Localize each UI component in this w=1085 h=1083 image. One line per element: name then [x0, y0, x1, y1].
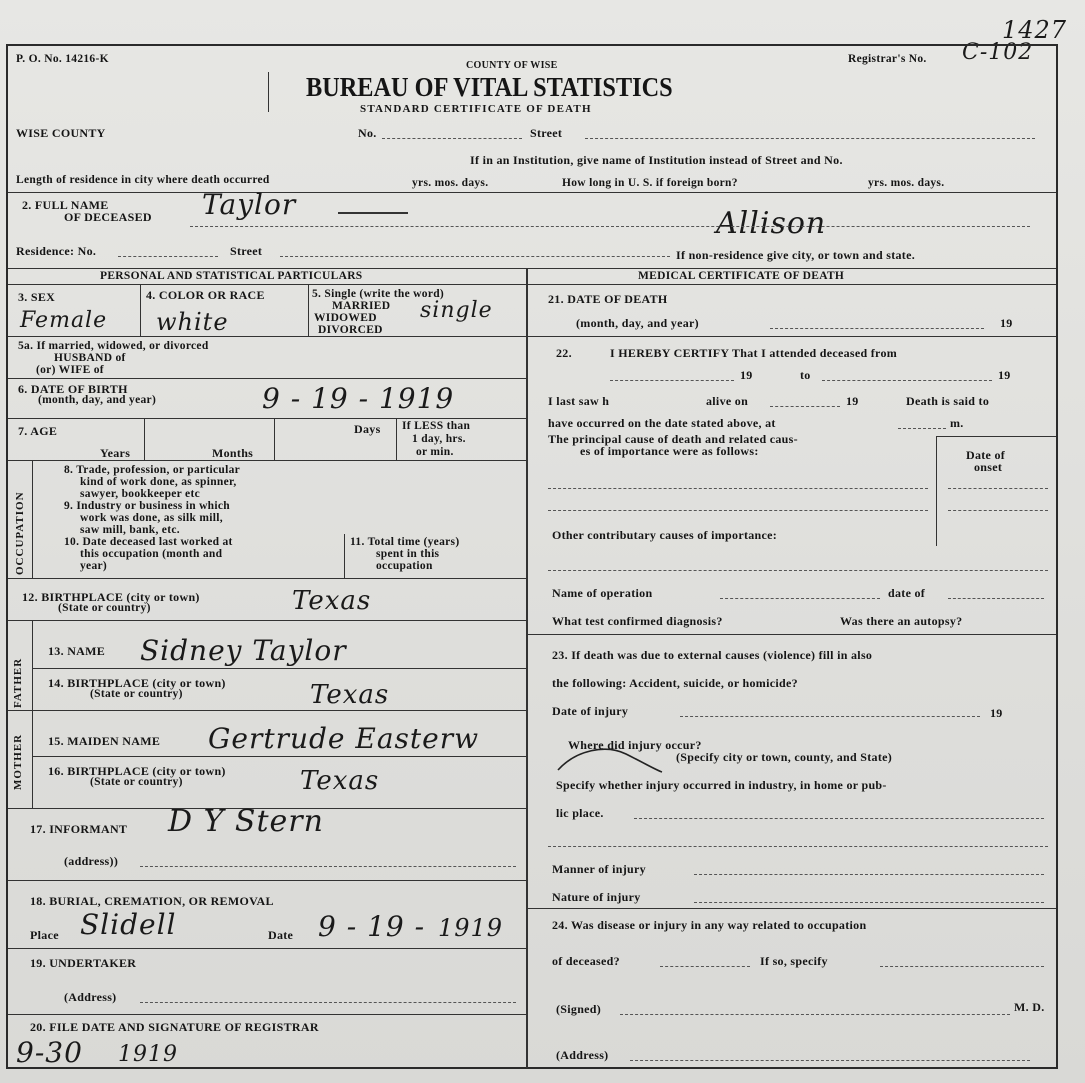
- injury-19: 19: [990, 706, 1003, 720]
- undertaker-address-label: (Address): [64, 990, 117, 1004]
- death-said-label: Death is said to: [906, 394, 990, 408]
- column-divider: [526, 268, 528, 1068]
- bureau-title: BUREAU OF VITAL STATISTICS: [306, 72, 673, 102]
- principal-cause-1: The principal cause of death and related caus-: [548, 432, 798, 446]
- sex-value: Female: [20, 308, 108, 333]
- medical-address-label: (Address): [556, 1048, 609, 1062]
- full-name-label: 2. FULL NAME: [22, 198, 109, 212]
- color-value: white: [156, 308, 229, 336]
- date-of-onset-2: onset: [974, 460, 1003, 474]
- age-months: Months: [212, 446, 254, 460]
- date-injury-label: Date of injury: [552, 704, 629, 718]
- birthplace-label: 12. BIRTHPLACE (city or town): [22, 590, 200, 604]
- certify-19-b: 19: [998, 368, 1011, 382]
- occ11-line2: spent in this: [376, 548, 440, 560]
- certify-text: I HEREBY CERTIFY That I attended deceased from: [610, 346, 898, 360]
- autopsy-label: Was there an autopsy?: [840, 614, 963, 628]
- principal-cause-2: es of importance were as follows:: [580, 444, 759, 458]
- certify-number: 22.: [556, 346, 572, 360]
- occ8-line2: kind of work done, as spinner,: [80, 476, 237, 488]
- yrs-mos-days-2: yrs. mos. days.: [868, 177, 945, 189]
- undertaker-label: 19. UNDERTAKER: [30, 956, 137, 970]
- mother-name-value: Gertrude Easterw: [208, 722, 480, 755]
- occurred-label: have occurred on the date stated above, at: [548, 416, 776, 430]
- related-occupation-2: of deceased?: [552, 954, 620, 968]
- burial-date-label: Date: [268, 928, 294, 942]
- mother-name-label: 15. MAIDEN NAME: [48, 734, 161, 748]
- mother-vertical: MOTHER: [12, 733, 24, 790]
- dob-label: 6. DATE OF BIRTH: [18, 382, 128, 396]
- dob-value: 9 - 19 - 1919: [262, 382, 455, 415]
- non-resident-note: If non-residence give city, or town and state.: [676, 248, 916, 262]
- wife-of-label: (or) WIFE of: [36, 364, 104, 376]
- sex-label: 3. SEX: [18, 290, 56, 304]
- occ8-line1: 8. Trade, profession, or particular: [64, 464, 241, 476]
- street-label: Street: [530, 126, 563, 140]
- operation-label: Name of operation: [552, 586, 653, 600]
- marital-label-widowed: WIDOWED: [314, 312, 377, 324]
- less-than-label: If LESS than: [402, 420, 471, 432]
- date-of-death-label: 21. DATE OF DEATH: [548, 292, 668, 306]
- father-vertical: FATHER: [12, 657, 24, 708]
- other-causes-label: Other contributary causes of importance:: [552, 528, 778, 542]
- marital-label-divorced: DIVORCED: [318, 324, 383, 336]
- where-injury-label: Where did injury occur?: [568, 738, 702, 752]
- marital-label-married: MARRIED: [332, 300, 391, 312]
- husband-of-label: HUSBAND of: [54, 352, 126, 364]
- last-saw-label: I last saw h: [548, 394, 610, 408]
- date-of-death-sub: (month, day, and year): [576, 316, 699, 330]
- age-years: Years: [100, 446, 131, 460]
- manner-injury-label: Manner of injury: [552, 862, 646, 876]
- external-causes-1: 23. If death was due to external causes (violence) fill in also: [552, 648, 873, 662]
- external-causes-2: the following: Accident, suicide, or homicide?: [552, 676, 798, 690]
- where-injury-sub: (Specify city or town, county, and State): [676, 750, 893, 764]
- residence-street-label: Street: [230, 244, 263, 258]
- alive-19: 19: [846, 394, 859, 408]
- married-label: 5a. If married, widowed, or divorced: [18, 340, 209, 352]
- occ9-line1: 9. Industry or business in which: [64, 500, 230, 512]
- birthplace-value: Texas: [292, 586, 372, 616]
- title-mark: [268, 72, 269, 112]
- nature-injury-label: Nature of injury: [552, 890, 641, 904]
- signed-label: (Signed): [556, 1002, 602, 1016]
- certify-19-a: 19: [740, 368, 753, 382]
- occ10-line1: 10. Date deceased last worked at: [64, 536, 233, 548]
- occ11-line1: 11. Total time (years): [350, 536, 460, 548]
- burial-place-value: Slidell: [80, 908, 177, 941]
- wise-county: WISE COUNTY: [16, 126, 106, 140]
- medical-section-title: MEDICAL CERTIFICATE OF DEATH: [638, 270, 845, 282]
- informant-value: D Y Stern: [168, 804, 324, 839]
- file-year-value: 1919: [118, 1042, 178, 1067]
- burial-year-value: 1919: [438, 914, 504, 942]
- date-of-onset-1: Date of: [966, 448, 1006, 462]
- related-occupation-1: 24. Was disease or injury in any way related to occupation: [552, 918, 867, 932]
- no-label: No.: [358, 126, 377, 140]
- registrar-no-value: C-102: [962, 40, 1034, 65]
- occ9-line2: work was done, as silk mill,: [80, 512, 223, 524]
- death-year-19: 19: [1000, 316, 1013, 330]
- pen-stroke-mark: [556, 740, 666, 776]
- less-than-day: 1 day, hrs.: [412, 433, 466, 445]
- less-than-min: or min.: [416, 446, 454, 458]
- mother-birthplace-sub: (State or country): [90, 776, 183, 788]
- residence-label: Residence: No.: [16, 244, 97, 258]
- father-birthplace-value: Texas: [310, 680, 390, 710]
- county-of: COUNTY OF WISE: [466, 60, 558, 71]
- birthplace-sub: (State or country): [58, 602, 151, 614]
- test-confirmed-label: What test confirmed diagnosis?: [552, 614, 723, 628]
- father-birthplace-label: 14. BIRTHPLACE (city or town): [48, 676, 226, 690]
- mother-birthplace-value: Texas: [300, 766, 380, 796]
- age-label: 7. AGE: [18, 424, 58, 438]
- marital-value: single: [420, 298, 493, 323]
- father-name-label: 13. NAME: [48, 644, 106, 658]
- dob-sub: (month, day, and year): [38, 394, 157, 406]
- deceased-given-name: Allison: [716, 206, 827, 241]
- yrs-mos-days: yrs. mos. days.: [412, 177, 489, 189]
- burial-date-value: 9 - 19 -: [318, 910, 426, 943]
- length-residence-label: Length of residence in city where death occurred: [16, 174, 270, 186]
- occ9-line3: saw mill, bank, etc.: [80, 524, 180, 536]
- burial-label: 18. BURIAL, CREMATION, OR REMOVAL: [30, 894, 274, 908]
- of-deceased-label: OF DECEASED: [64, 210, 152, 224]
- file-date-value: 9-30: [16, 1036, 83, 1069]
- po-number: P. O. No. 14216-K: [16, 53, 109, 65]
- file-date-label: 20. FILE DATE AND SIGNATURE OF REGISTRAR: [30, 1020, 319, 1034]
- occ8-line3: sawyer, bookkeeper etc: [80, 488, 200, 500]
- occupation-vertical: OCCUPATION: [14, 491, 26, 575]
- informant-address-label: (address)): [64, 854, 119, 868]
- corner-number: 1427: [1002, 16, 1068, 44]
- burial-place-label: Place: [30, 928, 59, 942]
- m-label: m.: [950, 416, 964, 430]
- specify-injury-2: lic place.: [556, 806, 604, 820]
- registrar-no-label: Registrar's No.: [848, 53, 927, 65]
- specify-injury-1: Specify whether injury occurred in industry, in home or pub-: [556, 778, 887, 792]
- certificate-subtitle: STANDARD CERTIFICATE OF DEATH: [360, 103, 592, 115]
- personal-section-title: PERSONAL AND STATISTICAL PARTICULARS: [100, 270, 363, 282]
- father-birthplace-sub: (State or country): [90, 688, 183, 700]
- color-label: 4. COLOR OR RACE: [146, 288, 265, 302]
- if-so-specify-label: If so, specify: [760, 954, 828, 968]
- how-long-label: How long in U. S. if foreign born?: [562, 177, 738, 189]
- occ10-line2: this occupation (month and: [80, 548, 223, 560]
- certify-to: to: [800, 368, 811, 382]
- deceased-surname: Taylor: [202, 188, 297, 221]
- occ11-line3: occupation: [376, 560, 433, 572]
- marital-label-single: 5. Single (write the word): [312, 288, 445, 300]
- mother-birthplace-label: 16. BIRTHPLACE (city or town): [48, 764, 226, 778]
- occ10-line3: year): [80, 560, 108, 572]
- institution-note: If in an Institution, give name of Institution instead of Street and No.: [470, 153, 843, 167]
- age-days: Days: [354, 422, 381, 436]
- father-name-value: Sidney Taylor: [140, 634, 347, 667]
- alive-on-label: alive on: [706, 394, 749, 408]
- date-of-label: date of: [888, 586, 926, 600]
- md-label: M. D.: [1014, 1000, 1045, 1014]
- informant-label: 17. INFORMANT: [30, 822, 128, 836]
